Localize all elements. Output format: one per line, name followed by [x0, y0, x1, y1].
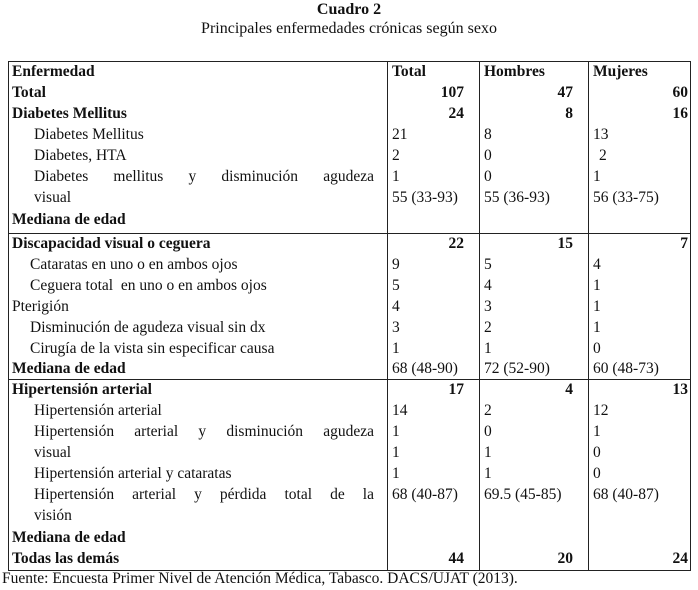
- cell-label: Hipertensión arterial: [12, 381, 152, 398]
- table-subtitle: Principales enfermedades crónicas según sexo: [201, 20, 497, 37]
- cell-mujeres: 12: [593, 402, 609, 419]
- cell-label: Diabetes Mellitus: [34, 126, 144, 143]
- cell-total: 107: [440, 84, 464, 101]
- cell-mujeres: 0: [593, 465, 601, 482]
- cell-mujeres: 56 (33-75): [593, 189, 659, 206]
- cell-mujeres: 13: [593, 126, 609, 143]
- cell-hombres: 15: [557, 235, 573, 252]
- cell-mujeres: 24: [672, 550, 688, 567]
- cell-total: 14: [392, 402, 408, 419]
- cell-mujeres: 16: [672, 105, 688, 122]
- cell-label: Hipertensión arterial: [34, 402, 162, 419]
- cell-hombres: 1: [484, 465, 492, 482]
- source-footnote: Fuente: Encuesta Primer Nivel de Atención Médica, Tabasco. DACS/UJAT (2013).: [2, 570, 518, 587]
- cell-label: Total: [12, 84, 46, 101]
- cell-mujeres: 60: [672, 84, 688, 101]
- cell-hombres: 72 (52-90): [484, 360, 550, 377]
- cell-hombres: 2: [484, 402, 492, 419]
- cell-mujeres: 1: [593, 277, 601, 294]
- cell-total: 2: [392, 147, 400, 164]
- header-mujeres: Mujeres: [593, 63, 648, 80]
- cell-total: 55 (33-93): [392, 189, 458, 206]
- cell-mujeres: 1: [593, 423, 601, 440]
- cell-label: Diabetes mellitus y disminución agudeza: [34, 168, 374, 185]
- header-enfermedad: Enfermedad: [12, 63, 95, 80]
- cell-label: Diabetes, HTA: [34, 147, 127, 164]
- cell-label: Mediana de edad: [12, 360, 126, 377]
- table-right-border: [690, 61, 691, 570]
- table-title: Cuadro 2: [316, 1, 382, 18]
- cell-label: Cirugía de la vista sin especificar causa: [30, 340, 275, 357]
- cell-total: 1: [392, 168, 400, 185]
- cell-hombres: 55 (36-93): [484, 189, 550, 206]
- header-total: Total: [392, 63, 426, 80]
- cell-hombres: 20: [557, 550, 573, 567]
- table-left-border: [8, 61, 9, 570]
- cell-total: 17: [448, 381, 464, 398]
- cell-hombres: 1: [484, 444, 492, 461]
- cell-label: Mediana de edad: [12, 529, 126, 546]
- cell-label: Hipertensión arterial y cataratas: [34, 465, 232, 482]
- cell-total: 1: [392, 465, 400, 482]
- cell-hombres: 47: [557, 84, 573, 101]
- cell-label: visual: [34, 189, 72, 206]
- cell-label: Disminución de agudeza visual sin dx: [30, 319, 266, 336]
- cell-hombres: 3: [484, 298, 492, 315]
- cell-mujeres: 60 (48-73): [593, 360, 659, 377]
- cell-mujeres: 4: [593, 256, 601, 273]
- cell-label: Cataratas en uno o en ambos ojos: [30, 256, 238, 273]
- cell-total: 5: [392, 277, 400, 294]
- cell-hombres: 4: [565, 381, 573, 398]
- cell-mujeres: 13: [672, 381, 688, 398]
- cell-mujeres: 2: [599, 147, 607, 164]
- cell-label: visión: [34, 507, 72, 524]
- cell-label: visual: [34, 444, 72, 461]
- cell-total: 24: [448, 105, 464, 122]
- cell-label: Mediana de edad: [12, 211, 126, 228]
- cell-label: Todas las demás: [12, 550, 120, 567]
- cell-hombres: 0: [484, 147, 492, 164]
- cell-total: 1: [392, 444, 400, 461]
- cell-mujeres: 7: [680, 235, 688, 252]
- cell-label: Diabetes Mellitus: [12, 105, 127, 122]
- cell-total: 3: [392, 319, 400, 336]
- cell-total: 9: [392, 256, 400, 273]
- cell-total: 21: [392, 126, 408, 143]
- cell-hombres: 8: [484, 126, 492, 143]
- cell-total: 44: [448, 550, 464, 567]
- cell-hombres: 8: [565, 105, 573, 122]
- cell-total: 1: [392, 423, 400, 440]
- column-divider-total: [387, 61, 388, 570]
- cell-label: Pterigión: [12, 298, 69, 315]
- cell-total: 1: [392, 340, 400, 357]
- cell-label: Hipertensión arterial y pérdida total de la: [34, 486, 374, 503]
- cell-mujeres: 0: [593, 340, 601, 357]
- cell-mujeres: 1: [593, 168, 601, 185]
- cell-hombres: 4: [484, 277, 492, 294]
- cell-total: 22: [448, 235, 464, 252]
- cell-label: Ceguera total en uno o en ambos ojos: [30, 277, 267, 294]
- column-divider-hombres: [479, 61, 480, 570]
- cell-hombres: 2: [484, 319, 492, 336]
- cell-total: 68 (48-90): [392, 360, 458, 377]
- cell-mujeres: 0: [593, 444, 601, 461]
- cell-hombres: 1: [484, 340, 492, 357]
- cell-hombres: 0: [484, 168, 492, 185]
- header-hombres: Hombres: [484, 63, 545, 80]
- cell-mujeres: 68 (40-87): [593, 486, 659, 503]
- cell-mujeres: 1: [593, 319, 601, 336]
- cell-hombres: 69.5 (45-85): [484, 486, 562, 503]
- cell-mujeres: 1: [593, 298, 601, 315]
- cell-total: 4: [392, 298, 400, 315]
- cell-hombres: 5: [484, 256, 492, 273]
- cell-label: Hipertensión arterial y disminución agudeza: [34, 423, 374, 440]
- cell-hombres: 0: [484, 423, 492, 440]
- cell-total: 68 (40-87): [392, 486, 458, 503]
- column-divider-mujeres: [588, 61, 589, 570]
- cell-label: Discapacidad visual o ceguera: [12, 235, 211, 252]
